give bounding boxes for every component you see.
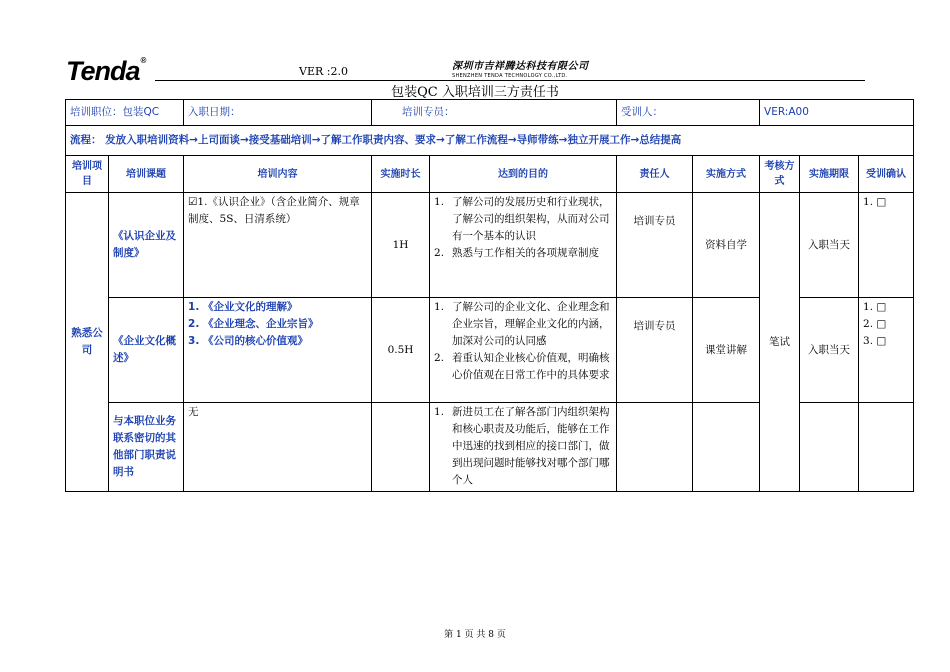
- info-trainee: 受训人：: [617, 100, 760, 126]
- process-row: [66, 126, 914, 156]
- training-duration: 0.5H: [372, 298, 430, 403]
- col-header-content: 培训内容: [184, 156, 372, 193]
- goal-item: 2. 熟悉与工作相关的各项规章制度: [434, 247, 600, 259]
- training-goals: [430, 403, 617, 492]
- training-duration: 1H: [372, 193, 430, 298]
- confirm-checkbox[interactable]: 1. □: [863, 301, 887, 313]
- training-item: 熟悉公司: [66, 193, 109, 492]
- trainee-confirm: [859, 298, 914, 403]
- col-header-item: 培训项目: [66, 156, 109, 193]
- training-goals: [430, 298, 617, 403]
- confirm-checkbox[interactable]: 3. □: [863, 335, 887, 347]
- training-method: 课堂讲解: [693, 298, 760, 403]
- goal-item: 1. 了解公司的企业文化、企业理念和企业宗旨，理解企业文化的内涵，加深对公司的认同感: [434, 301, 610, 347]
- col-header-confirm: 受训确认: [859, 156, 914, 193]
- company-name: [452, 57, 589, 79]
- info-trainer: 培训专员：: [372, 100, 617, 126]
- content-line: 2. 《企业理念、企业宗旨》: [188, 318, 319, 330]
- col-header-assessment: 考核方式: [760, 156, 800, 193]
- training-topic: 与本职位业务联系密切的其他部门职责说明书: [109, 403, 184, 492]
- col-header-topic: 培训课题: [109, 156, 184, 193]
- training-duration: [372, 403, 430, 492]
- content-line: ☑1.《认识企业》（含企业简介、规章制度、5S、日清系统）: [188, 196, 360, 225]
- document-title: 包装QC 入职培训三方责任书: [391, 85, 559, 100]
- confirm-checkbox[interactable]: 2. □: [863, 318, 887, 330]
- training-deadline: [800, 403, 859, 492]
- table-row: [66, 193, 914, 298]
- training-deadline: 入职当天: [800, 193, 859, 298]
- training-topic: 《认识企业及制度》: [109, 193, 184, 298]
- trainee-confirm: [859, 403, 914, 492]
- company-name-en: SHENZHEN TENDA TECHNOLOGY CO.,LTD.: [452, 73, 568, 79]
- goal-item: 1. 了解公司的发展历史和行业现状，了解公司的组织架构，从而对公司有一个基本的认识: [434, 196, 610, 242]
- page-footer: 第 1 页 共 8 页: [444, 630, 506, 640]
- header-version: VER :2.0: [299, 65, 348, 78]
- info-row: [66, 100, 914, 126]
- col-header-owner: 责任人: [617, 156, 693, 193]
- training-content: [184, 193, 372, 298]
- col-header-duration: 实施时长: [372, 156, 430, 193]
- col-header-goal: 达到的目的: [430, 156, 617, 193]
- column-header-row: [66, 156, 914, 193]
- confirm-checkbox[interactable]: 1. □: [863, 196, 887, 208]
- training-owner: 培训专员: [617, 298, 693, 403]
- training-table: [65, 99, 914, 492]
- tenda-logo: Tenda®: [66, 56, 146, 86]
- info-version: VER:A00: [760, 100, 914, 126]
- info-position: 培训职位：包装QC: [66, 100, 184, 126]
- process-text: 流程： 发放入职培训资料→上司面谈→接受基础培训→了解工作职责内容、要求→了解工作流程→导师带练→独立开展工作→总结提高: [66, 126, 914, 156]
- training-method: 资料自学: [693, 193, 760, 298]
- content-line: 3. 《公司的核心价值观》: [188, 335, 308, 347]
- assessment-method: 笔试: [760, 193, 800, 492]
- training-method: [693, 403, 760, 492]
- company-name-cn: 深圳市吉祥腾达科技有限公司: [452, 61, 589, 72]
- training-owner: 培训专员: [617, 193, 693, 298]
- goal-item: 1. 新进员工在了解各部门内组织架构和核心职责及功能后，能够在工作中迅速的找到相应的接口部门，做到出现问题时能够找对哪个部门哪个人: [434, 406, 610, 486]
- training-goals: [430, 193, 617, 298]
- content-line: 无: [188, 406, 199, 418]
- col-header-method: 实施方式: [693, 156, 760, 193]
- training-topic: 《企业文化概述》: [109, 298, 184, 403]
- trainee-confirm: [859, 193, 914, 298]
- goal-item: 2. 着重认知企业核心价值观，明确核心价值观在日常工作中的具体要求: [434, 352, 610, 381]
- training-owner: [617, 403, 693, 492]
- training-content: [184, 403, 372, 492]
- info-entry-date: 入职日期：: [184, 100, 372, 126]
- training-content: [184, 298, 372, 403]
- content-line: 1. 《企业文化的理解》: [188, 301, 298, 313]
- training-deadline: 入职当天: [800, 298, 859, 403]
- col-header-deadline: 实施期限: [800, 156, 859, 193]
